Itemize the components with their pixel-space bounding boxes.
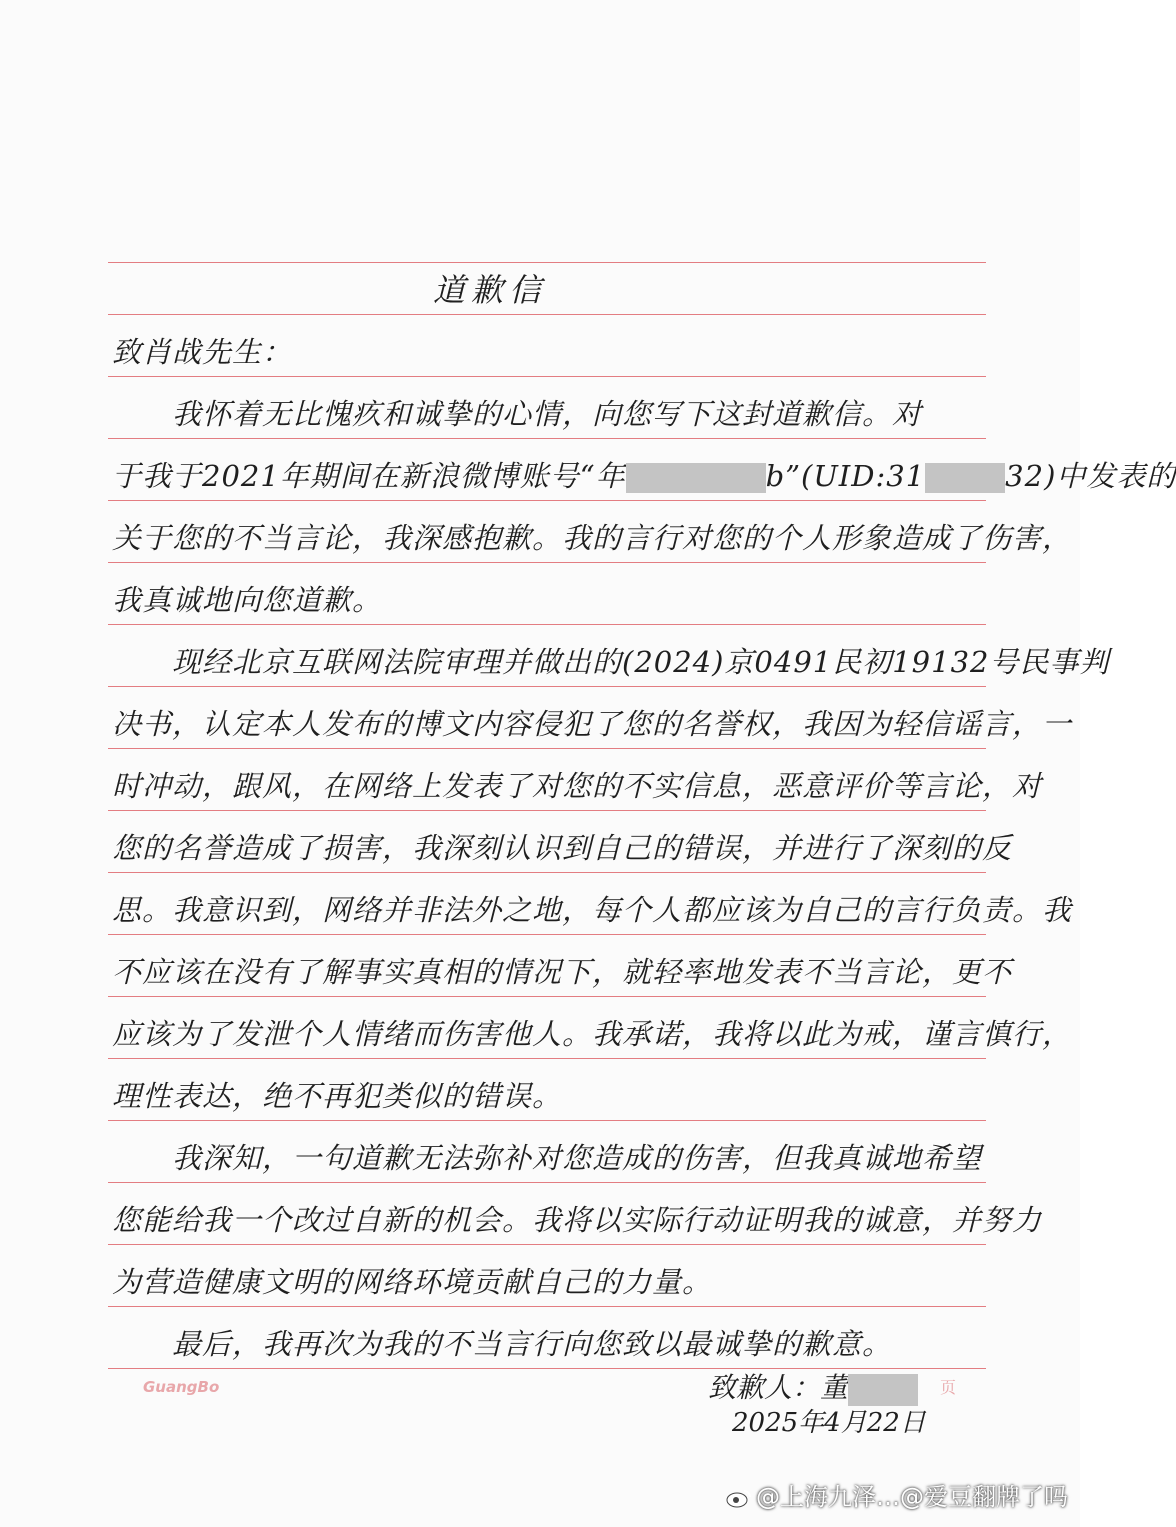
redaction-block (925, 463, 1005, 493)
ruled-line (108, 1058, 986, 1059)
redaction-block (848, 1374, 918, 1406)
ruled-line (108, 1244, 986, 1245)
watermark-text: @上海九泽…@爱豆翻牌了吗 (756, 1483, 1068, 1511)
body-line: 最后，我再次为我的不当言行向您致以最诚挚的歉意。 (112, 1327, 893, 1361)
body-line-2-start: 于我于2021年期间在新浪微博账号“年 (112, 459, 626, 493)
ruled-line (108, 500, 986, 501)
body-line: 您能给我一个改过自新的机会。我将以实际行动证明我的诚意，并努力 (112, 1203, 1043, 1237)
redaction-block (626, 463, 766, 493)
signature-text: 致歉人：董 (708, 1371, 849, 1404)
ruled-line (108, 1120, 986, 1121)
letter-title: 道歉信 (432, 271, 547, 309)
signature (708, 1366, 918, 1406)
ruled-line (108, 748, 986, 749)
page-number-suffix: 页 (940, 1378, 957, 1397)
body-line: 您的名誉造成了损害，我深刻认识到自己的错误，并进行了深刻的反 (112, 831, 1013, 865)
body-line: 理性表达，绝不再犯类似的错误。 (112, 1079, 563, 1113)
ruled-line (108, 996, 986, 997)
paper-brand-logo: GuangBo (143, 1378, 220, 1396)
body-line: 应该为了发泄个人情绪而伤害他人。我承诺，我将以此为戒，谨言慎行， (112, 1017, 1073, 1051)
ruled-line (108, 810, 986, 811)
weibo-icon (726, 1488, 752, 1508)
ruled-line (108, 438, 986, 439)
signature-date: 2025年4月22日 (732, 1408, 926, 1438)
body-line: 决书，认定本人发布的博文内容侵犯了您的名誉权，我因为轻信谣言，一 (112, 707, 1073, 741)
ruled-line (108, 624, 986, 625)
body-line-2 (112, 454, 1176, 498)
body-line: 我深知，一句道歉无法弥补对您造成的伤害，但我真诚地希望 (112, 1141, 983, 1175)
body-line: 时冲动，跟风，在网络上发表了对您的不实信息，恶意评价等言论，对 (112, 769, 1043, 803)
ruled-line (108, 562, 986, 563)
body-line: 我真诚地向您道歉。 (112, 583, 383, 617)
salutation: 致肖战先生： (112, 335, 293, 369)
body-line: 为营造健康文明的网络环境贡献自己的力量。 (112, 1265, 713, 1299)
body-line: 思。我意识到，网络并非法外之地，每个人都应该为自己的言行负责。我 (112, 893, 1073, 927)
body-line: 现经北京互联网法院审理并做出的(2024)京0491民初19132号民事判 (112, 645, 1110, 679)
body-line: 关于您的不当言论，我深感抱歉。我的言行对您的个人形象造成了伤害， (112, 521, 1073, 555)
ruled-line (108, 262, 986, 263)
ruled-line (108, 934, 986, 935)
body-line-2-end: 32)中发表的 (1005, 459, 1176, 493)
body-line: 我怀着无比愧疚和诚挚的心情，向您写下这封道歉信。对 (112, 397, 923, 431)
weibo-watermark (726, 1480, 1068, 1514)
body-line-2-mid: b”(UID:31 (765, 459, 926, 493)
ruled-line (108, 1182, 986, 1183)
ruled-line (108, 686, 986, 687)
body-line: 不应该在没有了解事实真相的情况下，就轻率地发表不当言论，更不 (112, 955, 1013, 989)
ruled-line (108, 314, 986, 315)
ruled-line (108, 1306, 986, 1307)
ruled-line (108, 376, 986, 377)
ruled-line (108, 872, 986, 873)
